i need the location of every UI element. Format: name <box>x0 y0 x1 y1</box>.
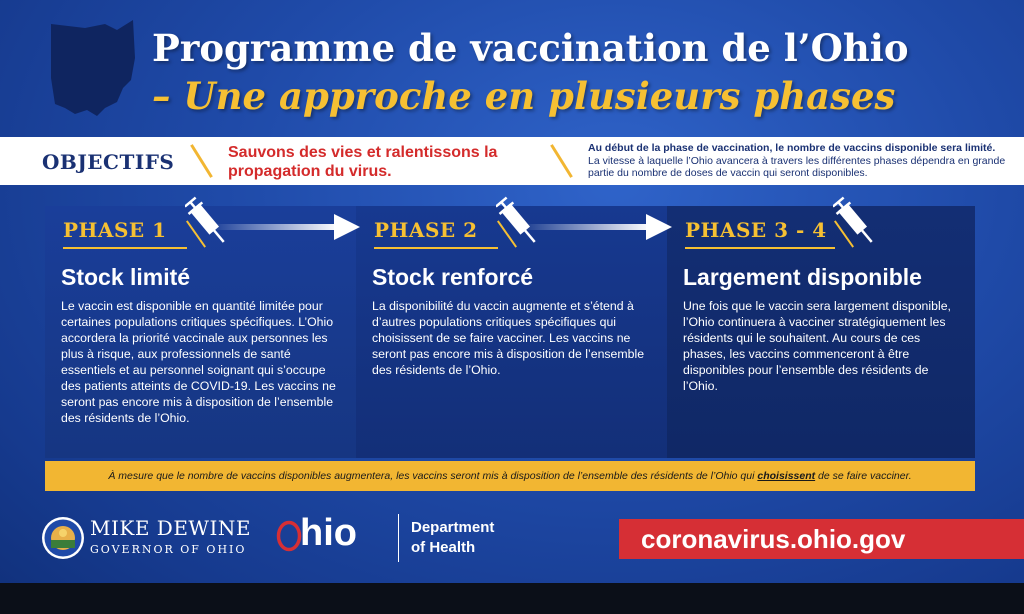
objectives-strip <box>0 137 1024 185</box>
objectives-note <box>588 142 1018 180</box>
objectives-note-bold: Au début de la phase de vaccination, le nombre de vaccins disponible sera limité. <box>588 142 996 154</box>
banner-emphasis: choisissent <box>757 470 816 482</box>
phase-1-heading: Stock limité <box>61 264 191 290</box>
title-line-2: – Une approche en plusieurs phases <box>152 74 896 118</box>
divider-slash <box>190 144 213 178</box>
divider-slash <box>550 144 573 178</box>
arrow-right-icon <box>520 212 672 242</box>
ohio-wordmark: hio <box>300 512 357 554</box>
department-line-2: of Health <box>411 539 476 556</box>
phase-2-panel <box>356 206 667 458</box>
banner-text-after: de se faire vacciner. <box>815 470 912 482</box>
phase-2-text: La disponibilité du vaccin augmente et s’étend à d’autres populations critiques spécifiques qui choisissent de se faire vacciner. Les vaccins ne seront pas encore mis à disposition de l’ensemble des résidents de l’Ohio. <box>372 299 645 377</box>
phase-underline <box>374 247 498 249</box>
phase-1-text: Le vaccin est disponible en quantité limitée pour certaines populations critiques spécifiques. L’Ohio accordera la priorité vaccinale aux personnes les plus à risque, aux professionnels de santé essentiels et au personnel soignant qui s’occupe des patients atteints de COVID-19. Les vaccins ne seront pas encore mis à disposition de l’ensemble des résidents de l’Ohio. <box>61 299 336 425</box>
governor-name: MIKE DEWINE <box>90 516 251 540</box>
governor-title: GOVERNOR OF OHIO <box>90 543 247 556</box>
arrow-right-icon <box>210 212 360 242</box>
phase-3-4-text: Une fois que le vaccin sera largement disponible, l’Ohio continuera à vacciner stratégiquement les résidents qui le souhaitent. Au cours de ces phases, les vaccins commenceront à être disponibles pour l’ensemble des résidents de l’Ohio. <box>683 299 951 393</box>
ohio-state-map-icon <box>45 18 138 118</box>
objectives-main-text: Sauvons des vies et ralentissons la propagation du virus. <box>228 144 498 180</box>
ohio-logo-icon <box>276 520 302 552</box>
phase-underline <box>685 247 835 249</box>
phase-2-heading: Stock renforcé <box>372 264 534 290</box>
title-line-1: Programme de vaccination de l’Ohio <box>152 26 909 70</box>
banner-text-before: À mesure que le nombre de vaccins disponibles augmentera, les vaccins seront mis à disposition de l’ensemble des résidents de l’Ohio qui <box>108 470 758 482</box>
phase-3-4-heading: Largement disponible <box>683 264 922 290</box>
website-url[interactable]: coronavirus.ohio.gov <box>619 519 1024 559</box>
logo-divider <box>398 514 399 562</box>
phase-1-label: PHASE 1 <box>63 218 167 242</box>
phase-2-label: PHASE 2 <box>374 218 478 242</box>
phase-underline <box>63 247 187 249</box>
objectives-note-text: La vitesse à laquelle l’Ohio avancera à travers les différentes phases dépendra en grande partie du nombre de doses de vaccin qui seront disponibles. <box>588 154 1006 179</box>
objectives-label: OBJECTIFS <box>42 150 175 174</box>
availability-banner <box>45 461 975 491</box>
phase-3-4-panel <box>667 206 975 458</box>
phase-1-panel <box>45 206 356 458</box>
phase-3-4-label: PHASE 3 - 4 <box>685 218 827 242</box>
department-line-1: Department <box>411 519 495 536</box>
bottom-bar <box>0 583 1024 614</box>
governor-seal-icon <box>41 516 85 560</box>
syringe-icon <box>833 194 877 250</box>
